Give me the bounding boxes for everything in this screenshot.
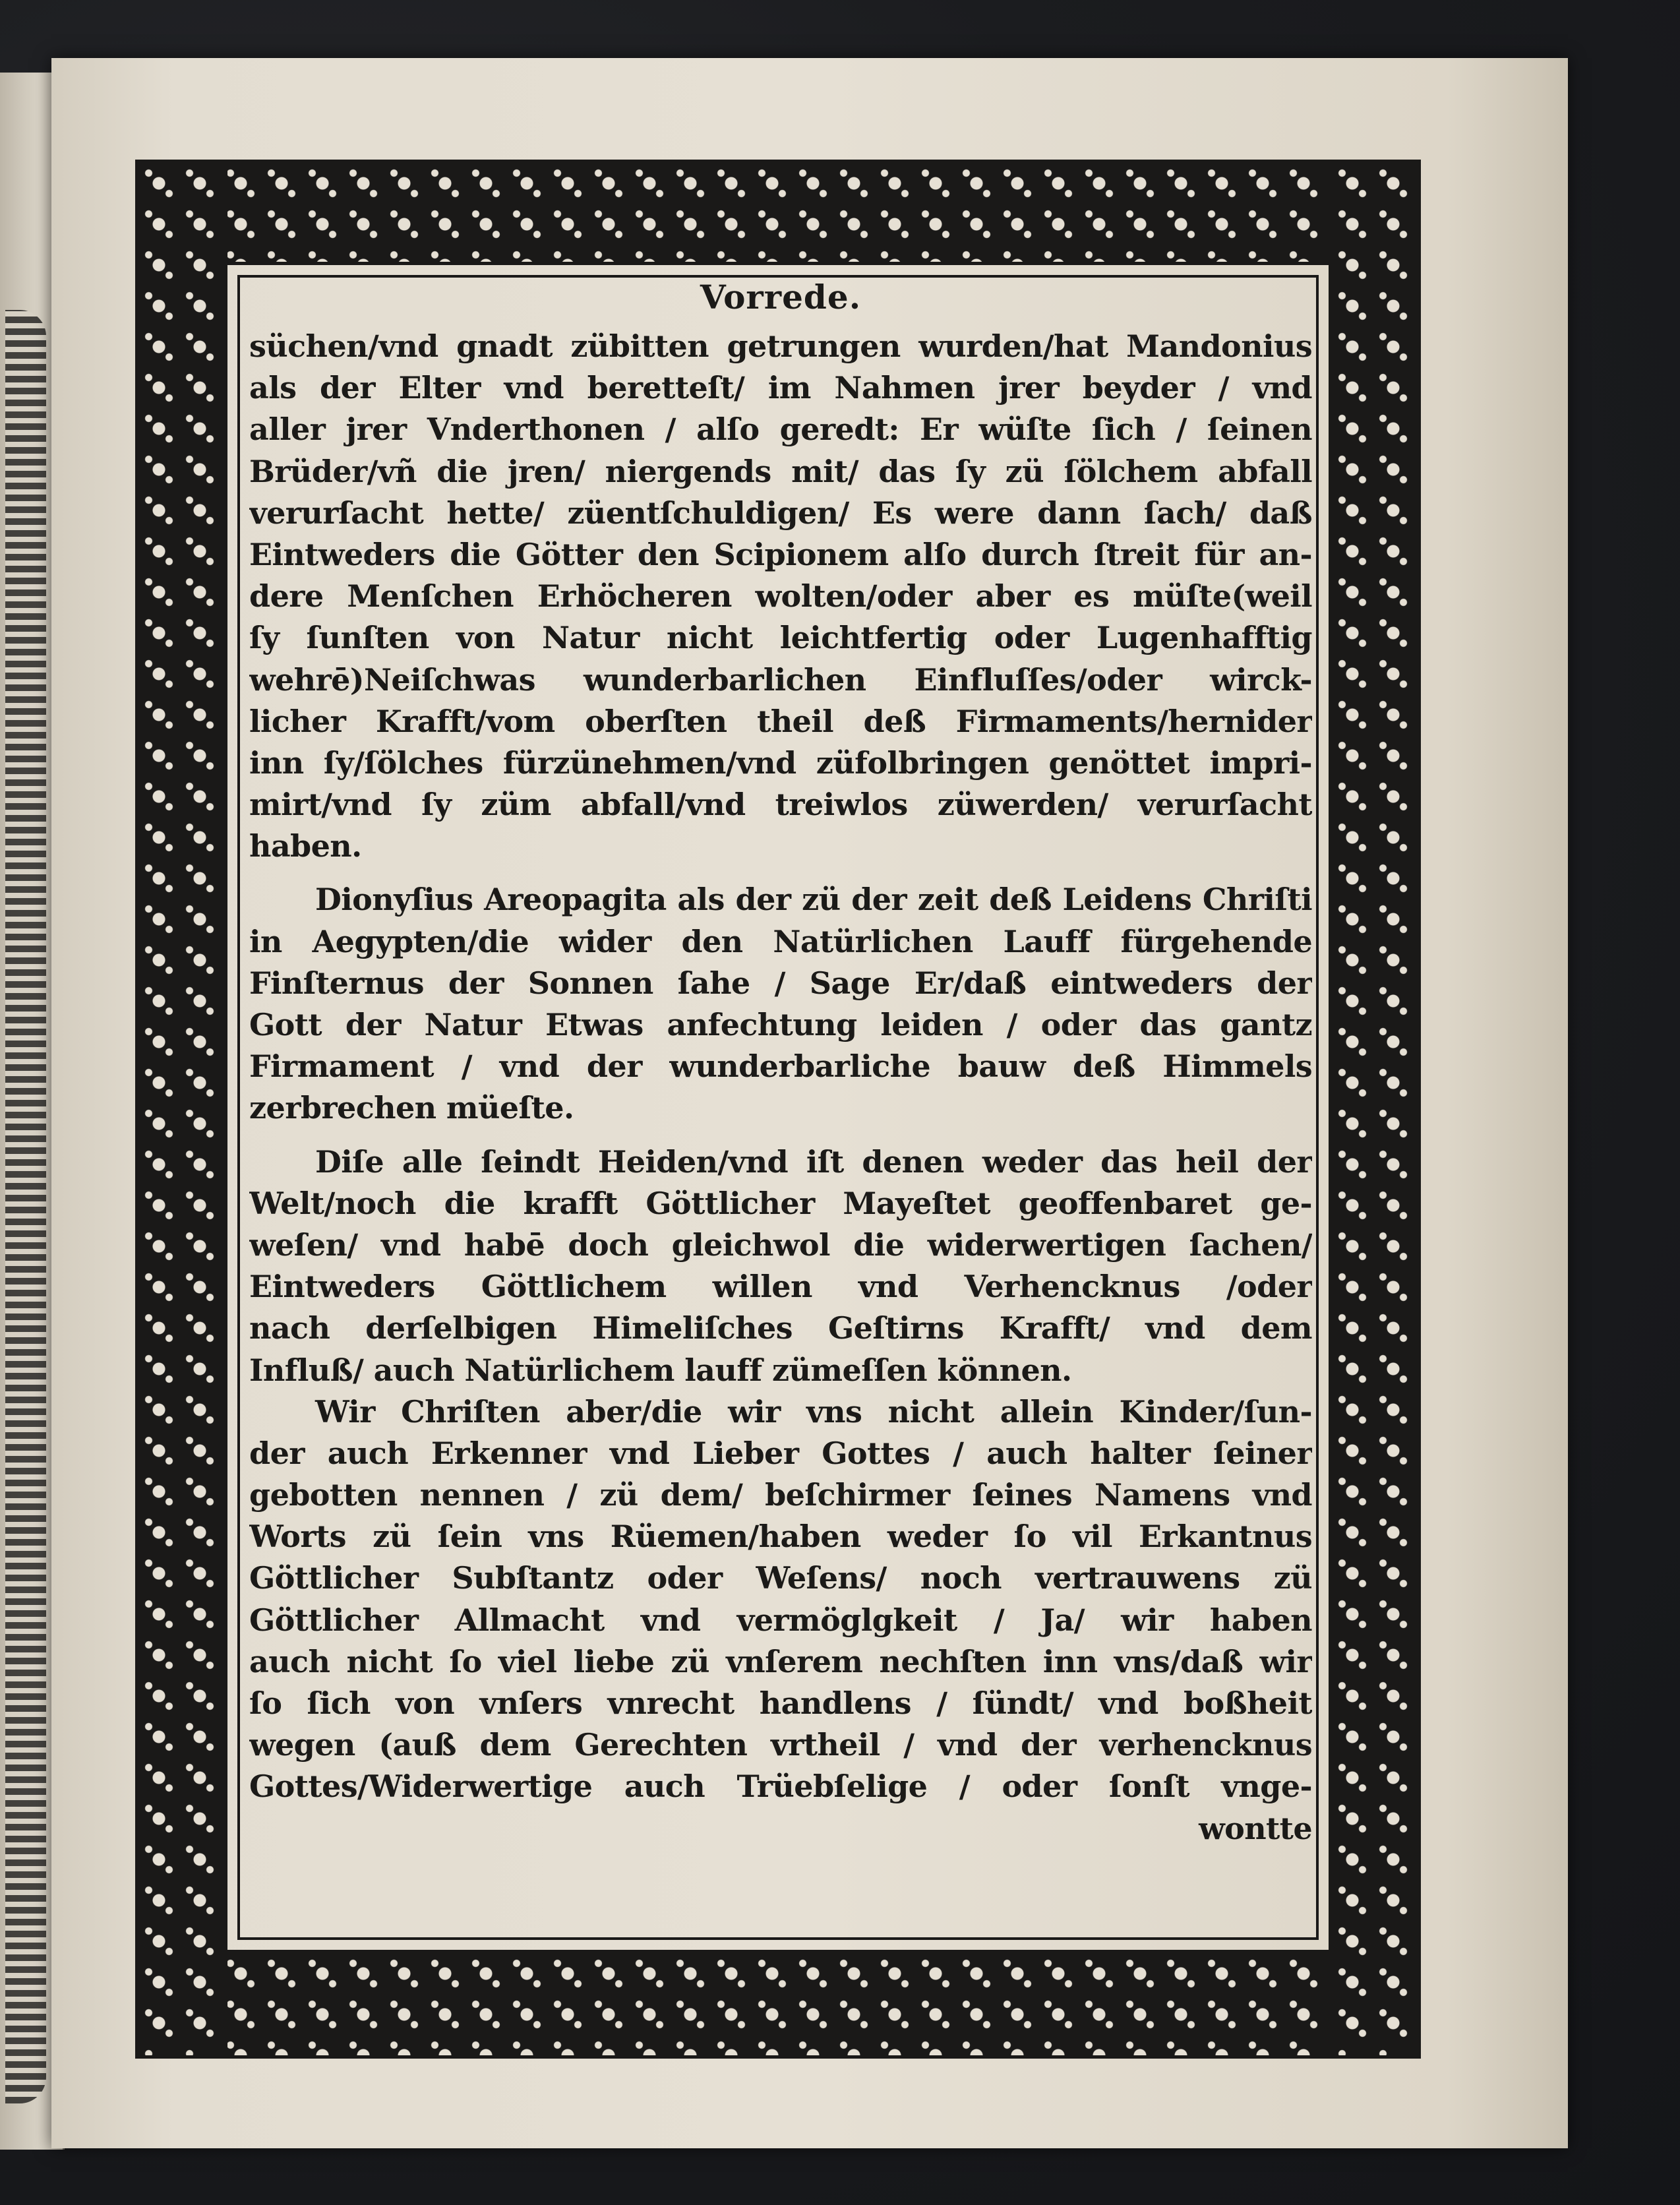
text-line: Eintweders die Götter den Scipionem alſo durch ſtreit für an- [249,536,1312,572]
paragraph [249,326,1312,867]
text-line: aller jrer Vnderthonen / alſo geredt: Er wüſte ſich / ſeinen [249,411,1312,448]
text-line: Dionyſius Areopagita als der zü der zeit deß Leidens Chriſti [315,882,1312,918]
text-line: dere Menſchen Erhöcheren wolten/oder aber es müſte(weil [249,578,1312,615]
paragraph [249,1391,1312,1808]
page-text [249,269,1312,1850]
text-line: ſo ſich von vnſers vnrecht handlens / ſündt/ vnd boßheit [249,1685,1312,1721]
border-right-ornament [1329,160,1421,2059]
paragraph [249,879,1312,1129]
text-line: Eintweders Göttlichem willen vnd Verhencknus /oder [249,1269,1312,1305]
text-line: Wir Chriſten aber/die wir vns nicht allein Kinder/ſun- [315,1393,1312,1430]
catchword: wontte [1199,1810,1312,1846]
text-line: Influß/ auch Natürlichem lauff zümeſſen können. [249,1352,1072,1388]
text-line: haben. [249,828,362,864]
text-line: mirt/vnd ſy züm abfall/vnd treiwlos züwerden/ verurſacht [249,787,1312,823]
paragraph [249,1141,1312,1391]
text-line: gebotten nennen / zü dem/ beſchirmer ſeines Namens vnd [249,1477,1312,1513]
text-line: Göttlicher Allmacht vnd vermöglgkeit / Ja/ wir haben [249,1602,1312,1638]
text-line: verurſacht hette/ züentſchuldigen/ Es were dann ſach/ daß [249,495,1312,531]
text-line: in Aegypten/die wider den Natürlichen Lauff fürgehende [249,923,1312,959]
text-line: weſen/ vnd habē doch gleichwol die widerwertigen ſachen/ [249,1226,1312,1263]
text-line: ſy ſunſten von Natur nicht leichtfertig oder Lugenhafftig [249,620,1312,656]
text-line: auch nicht ſo viel liebe zü vnſerem nechſten inn vns/daß wir [249,1643,1312,1679]
text-line: Finſternus der Sonnen ſahe / Sage Er/daß eintweders der [249,965,1312,1001]
border-top-ornament [135,160,1421,265]
border-left-ornament [135,160,227,2059]
text-line: wehrē)Neiſchwas wunderbarlichen Einfluſſes/oder wirck- [249,661,1312,698]
text-line: wegen (auß dem Gerechten vrtheil / vnd der verhencknus [249,1727,1312,1763]
text-line: Göttlicher Subſtantz oder Weſens/ noch vertrauwens zü [249,1560,1312,1596]
page-header: Vorrede. [700,278,862,317]
text-line: Gottes/Widerwertige auch Trüebſelige / oder ſonſt vnge- [249,1768,1312,1805]
text-line: nach derſelbigen Himeliſches Geſtirns Krafft/ vnd dem [249,1310,1312,1346]
text-line: Diſe alle ſeindt Heiden/vnd iſt denen weder das heil der [315,1143,1312,1180]
border-bottom-ornament [135,1950,1421,2059]
text-line: Brüder/vñ die jren/ niergends mit/ das ſy zü ſölchem abfall [249,453,1312,489]
text-line: Firmament / vnd der wunderbarliche bauw deß Himmels [249,1048,1312,1085]
text-line: Welt/noch die krafft Göttlicher Mayeſtet geoffenbaret ge- [249,1185,1312,1221]
text-line: Gott der Natur Etwas anfechtung leiden / oder das gantz [249,1007,1312,1042]
text-line: inn ſy/ſölches fürzünehmen/vnd züfolbringen genöttet impri- [249,744,1312,781]
text-line: der auch Erkenner vnd Lieber Gottes / auch halter ſeiner [249,1435,1312,1471]
facing-page-ornament [5,310,46,2103]
text-line: Worts zü ſein vns Rüemen/haben weder ſo vil Erkantnus [249,1519,1312,1555]
text-line: süchen/vnd gnadt zübitten getrungen wurden/hat Mandonius [249,328,1312,364]
text-line: zerbrechen müeſte. [249,1090,574,1126]
text-line: licher Krafft/vom oberſten theil deß Firmaments/hernider [249,703,1312,739]
text-line: als der Elter vnd beretteſt/ im Nahmen jrer beyder / vnd [249,370,1312,406]
